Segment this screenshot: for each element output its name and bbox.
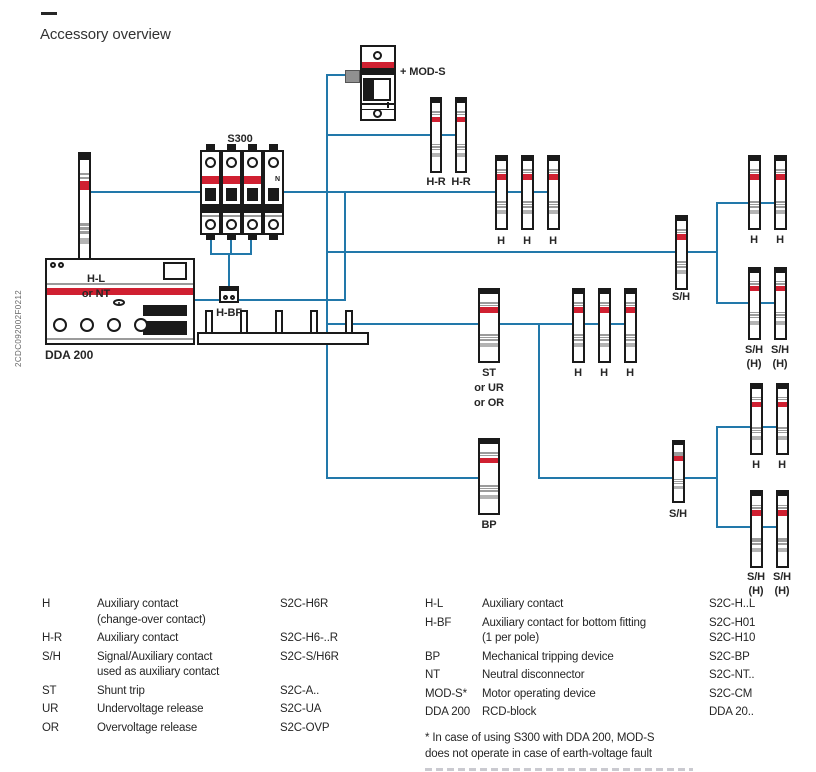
label-sh: S/H (770, 344, 790, 356)
s300-top-terminal (206, 144, 215, 150)
dda-switch-gap (143, 316, 187, 321)
label-dda200: DDA 200 (45, 348, 94, 362)
accessory-h-right-bottom-2 (776, 383, 789, 455)
dda-bottom-line (47, 338, 193, 340)
label-h: (H) (772, 358, 788, 370)
s300-dark-band (201, 204, 220, 213)
legend-order-code (709, 616, 805, 647)
legend-description (482, 668, 709, 684)
connection-line-dda-link-vertical (344, 191, 346, 301)
legend-term: DDA 200 (425, 706, 470, 718)
legend-description-line: Shunt trip (97, 684, 145, 697)
legend-left-column (42, 597, 402, 739)
cut-off-text-sliver (425, 768, 693, 771)
mod-s-device (360, 45, 396, 121)
s300-dark-band (264, 204, 283, 213)
mod-s-top-indicator (373, 51, 382, 60)
legend-description (97, 721, 280, 737)
legend-code-line: S2C-H..L (709, 598, 756, 610)
legend-description-line: Auxiliary contact for bottom fitting (482, 616, 646, 629)
s300-toggle (226, 188, 237, 201)
legend-description-line: Overvoltage release (97, 721, 198, 734)
connection-line-bp-branch (326, 477, 489, 479)
legend-row-or (42, 721, 402, 737)
label-st: ST (482, 367, 496, 379)
accessory-h-3 (547, 155, 560, 230)
connection-line-dda-link-horizontal (195, 299, 346, 301)
legend-term: H (42, 598, 51, 610)
footnote-line-2: does not operate in case of earth-voltage fault (425, 747, 652, 760)
dda-comb-tooth-5 (345, 310, 353, 334)
label-oror: or OR (473, 397, 505, 409)
connection-line-hr-branch (326, 134, 463, 136)
legend-code-line: S2C-A.. (280, 684, 320, 697)
s300-toggle (205, 188, 216, 201)
mod-s-tick (387, 102, 389, 108)
mod-s-side-tab (345, 70, 360, 83)
legend-description (97, 650, 280, 681)
label-sh: S/H (668, 508, 688, 520)
accessory-h-2 (521, 155, 534, 230)
legend-row-hbf (425, 616, 805, 647)
label-bp: BP (481, 519, 497, 531)
label-orur: or UR (474, 382, 504, 394)
label-h: (H) (748, 585, 764, 597)
legend-description-line: Motor operating device (482, 687, 596, 700)
label-h: H (523, 235, 531, 247)
s300-red-band (244, 176, 261, 184)
legend-row-hr (42, 631, 402, 647)
mod-s-window-left (365, 80, 374, 99)
title-dash (41, 12, 57, 15)
s300-pole-2 (221, 150, 242, 235)
legend-row-h (42, 597, 402, 628)
legend-description (482, 705, 709, 721)
legend-term: ST (42, 684, 57, 697)
s300-pole-top-indicator (268, 157, 279, 168)
legend-order-code (709, 705, 805, 721)
dda-comb-tooth-4 (310, 310, 318, 334)
label-hr: H-R (451, 176, 471, 188)
s300-breaker (200, 150, 284, 235)
accessory-h-right-top-2 (774, 155, 787, 230)
s300-red-band (202, 176, 219, 184)
h-bf-device (219, 286, 239, 303)
label-h: (H) (746, 358, 762, 370)
label-h: (H) (774, 585, 790, 597)
dda-test-eye (113, 299, 125, 306)
legend-right-column (425, 597, 805, 724)
s300-pole-1 (200, 150, 221, 235)
mod-s-bottom-indicator (373, 109, 382, 118)
s300-top-terminal (269, 144, 278, 150)
s300-pole-top-indicator (205, 157, 216, 168)
legend-description-line: (change-over contact) (97, 613, 206, 626)
accessory-st (478, 288, 500, 363)
connection-line-main-bus (82, 191, 555, 193)
dda-gray-line (47, 283, 193, 285)
legend-description (482, 687, 709, 703)
s300-gray-line (223, 215, 240, 217)
legend-order-code (280, 650, 402, 681)
s300-bottom-terminal (206, 235, 215, 240)
s300-pole-3 (242, 150, 263, 235)
legend-description-line: Neutral disconnector (482, 669, 585, 681)
dda-bottom-indicator-2 (80, 318, 94, 332)
legend-term: H-L (425, 598, 444, 610)
legend-code-line: S2C-CM (709, 687, 753, 700)
accessory-h-group2-2 (598, 288, 611, 363)
photo-code-vertical: 2CDC092002F0212 (14, 289, 23, 367)
s300-pole-top-indicator (247, 157, 258, 168)
dda-top-right-window (163, 262, 187, 280)
accessory-sh-1 (675, 215, 688, 290)
footnote-line-1: * In case of using S300 with DDA 200, MOD-S (425, 732, 655, 744)
legend-term: OR (42, 721, 59, 734)
legend-description-line: used as auxiliary contact (97, 666, 220, 678)
legend-code-line: DDA 20.. (709, 706, 754, 718)
legend-code-line: S2C-H6-..R (280, 632, 338, 644)
connection-line-junction2-vertical (716, 426, 718, 528)
s300-gray-line (244, 215, 261, 217)
s300-pole-bottom-indicator (268, 219, 279, 230)
legend-order-code (280, 684, 402, 700)
connection-line-drop-vertical (538, 323, 540, 479)
s300-bottom-terminal (227, 235, 236, 240)
s300-pole-bottom-indicator (226, 219, 237, 230)
accessory-shh-right-top-1 (748, 267, 761, 340)
dda-test-eye-dot (118, 302, 120, 304)
legend-term: H-R (42, 632, 62, 644)
connection-line-sh-right-branch (326, 251, 718, 253)
accessory-bp (478, 438, 500, 515)
legend-row-bp (425, 650, 805, 666)
legend-code-line: S2C-UA (280, 703, 322, 715)
legend-description-line: Signal/Auxiliary contact (97, 650, 213, 663)
accessory-h-l (78, 152, 91, 268)
s300-gray-line (265, 215, 282, 217)
label-sh: S/H (744, 344, 764, 356)
accessory-shh-right-top-2 (774, 267, 787, 340)
legend-description-line: RCD-block (482, 706, 537, 718)
accessory-shh-right-bottom-2 (776, 490, 789, 568)
legend-code-line: S2C-H10 (709, 632, 756, 644)
label-hr: H-R (426, 176, 446, 188)
legend-row-hl (425, 597, 805, 613)
accessory-shh-right-bottom-1 (750, 490, 763, 568)
label-sh: S/H (772, 571, 792, 583)
legend-term: S/H (42, 650, 61, 663)
legend-order-code (280, 702, 402, 718)
s300-bottom-terminal (248, 235, 257, 240)
dda-bottom-indicator-1 (53, 318, 67, 332)
label-h: H (497, 235, 505, 247)
s300-pole-4 (263, 150, 284, 235)
page-title: Accessory overview (40, 26, 171, 43)
connection-line-hbf-drop (228, 253, 230, 287)
legend-description (97, 597, 280, 628)
accessory-sh-2 (672, 440, 685, 503)
legend-order-code (709, 650, 805, 666)
accessory-h-r-1 (430, 97, 442, 173)
legend-description-line: Mechanical tripping device (482, 650, 614, 663)
legend-description (97, 702, 280, 718)
dda-comb-tooth-1 (205, 310, 213, 334)
connection-line-s300-stub-connector (210, 253, 252, 255)
dda-bottom-indicator-3 (107, 318, 121, 332)
legend-order-code (709, 597, 805, 613)
accessory-h-right-top-1 (748, 155, 761, 230)
s300-bottom-terminal (269, 235, 278, 240)
label-hl: H-L (86, 273, 106, 285)
label-h: H (752, 459, 760, 471)
legend-description-line: (1 per pole) (482, 632, 540, 644)
legend-description-line: Auxiliary contact (482, 598, 564, 610)
s300-red-band (223, 176, 240, 184)
legend-description-line: Undervoltage release (97, 703, 204, 715)
footnote (425, 731, 654, 762)
legend-code-line: S2C-S/H6R (280, 650, 339, 663)
label-h: H (778, 459, 786, 471)
legend-row-mods (425, 687, 805, 703)
legend-order-code (709, 668, 805, 684)
legend-term: UR (42, 703, 59, 715)
dda-top-indicator-1 (50, 262, 56, 268)
label-h: H (600, 367, 608, 379)
mod-s-dark-band (362, 68, 394, 75)
label-mods: + MOD-S (400, 66, 446, 78)
legend-description (97, 684, 280, 700)
label-h: H (549, 235, 557, 247)
s300-gray-line (202, 215, 219, 217)
label-ornt: or NT (81, 288, 111, 300)
h-bf-indicator-2 (230, 295, 235, 300)
s300-toggle (247, 188, 258, 201)
accessory-h-right-bottom-1 (750, 383, 763, 455)
dda-bottom-indicator-4 (134, 318, 148, 332)
s300-dark-band (243, 204, 262, 213)
legend-description (482, 616, 709, 647)
legend-row-ur (42, 702, 402, 718)
accessory-h-group2-1 (572, 288, 585, 363)
s300-dark-band (222, 204, 241, 213)
legend-row-st (42, 684, 402, 700)
dda-comb-base (197, 332, 369, 345)
connection-line-bottom-right-branch (538, 477, 718, 479)
dda-switch-block (143, 305, 187, 335)
s300-pole-bottom-indicator (247, 219, 258, 230)
legend-code-line: S2C-H01 (709, 616, 756, 629)
legend-term: H-BF (425, 616, 452, 629)
s300-toggle (268, 188, 279, 201)
legend-term: MOD-S* (425, 687, 467, 700)
legend-row-dda200 (425, 705, 805, 721)
dda-comb-tooth-3 (275, 310, 283, 334)
legend-description-line: Auxiliary contact (97, 632, 179, 644)
legend-code-line: S2C-H6R (280, 598, 329, 610)
label-s300: S300 (227, 133, 253, 145)
legend-description (97, 631, 280, 647)
s300-pole-bottom-indicator (205, 219, 216, 230)
dda-top-indicator-2 (58, 262, 64, 268)
legend-order-code (280, 721, 402, 737)
legend-order-code (280, 631, 402, 647)
legend-order-code (280, 597, 402, 628)
legend-code-line: S2C-OVP (280, 721, 330, 734)
legend-row-sh (42, 650, 402, 681)
accessory-h-group2-3 (624, 288, 637, 363)
legend-order-code (709, 687, 805, 703)
dda-200-block (45, 258, 195, 345)
legend-description (482, 650, 709, 666)
legend-description-line: Auxiliary contact (97, 598, 179, 610)
mod-s-window (363, 78, 391, 101)
label-h: H (776, 234, 784, 246)
legend-code-line: S2C-NT.. (709, 669, 755, 681)
legend-code-line: S2C-BP (709, 650, 750, 663)
label-h: H (626, 367, 634, 379)
connection-line-junction1-vertical (716, 202, 718, 304)
legend-row-nt (425, 668, 805, 684)
label-sh: S/H (746, 571, 766, 583)
label-hbf: H-BF (216, 307, 242, 319)
dda-red-band (47, 288, 193, 295)
label-h: H (750, 234, 758, 246)
h-bf-top-band (221, 288, 237, 291)
legend-term: NT (425, 669, 441, 681)
accessory-h-r-2 (455, 97, 467, 173)
legend-description (482, 597, 709, 613)
h-bf-indicator-1 (223, 295, 228, 300)
s300-pole-top-indicator (226, 157, 237, 168)
label-h: H (574, 367, 582, 379)
accessory-h-1 (495, 155, 508, 230)
label-sh: S/H (671, 291, 691, 303)
s300-neutral-band: N (265, 176, 282, 184)
legend-term: BP (425, 650, 441, 663)
